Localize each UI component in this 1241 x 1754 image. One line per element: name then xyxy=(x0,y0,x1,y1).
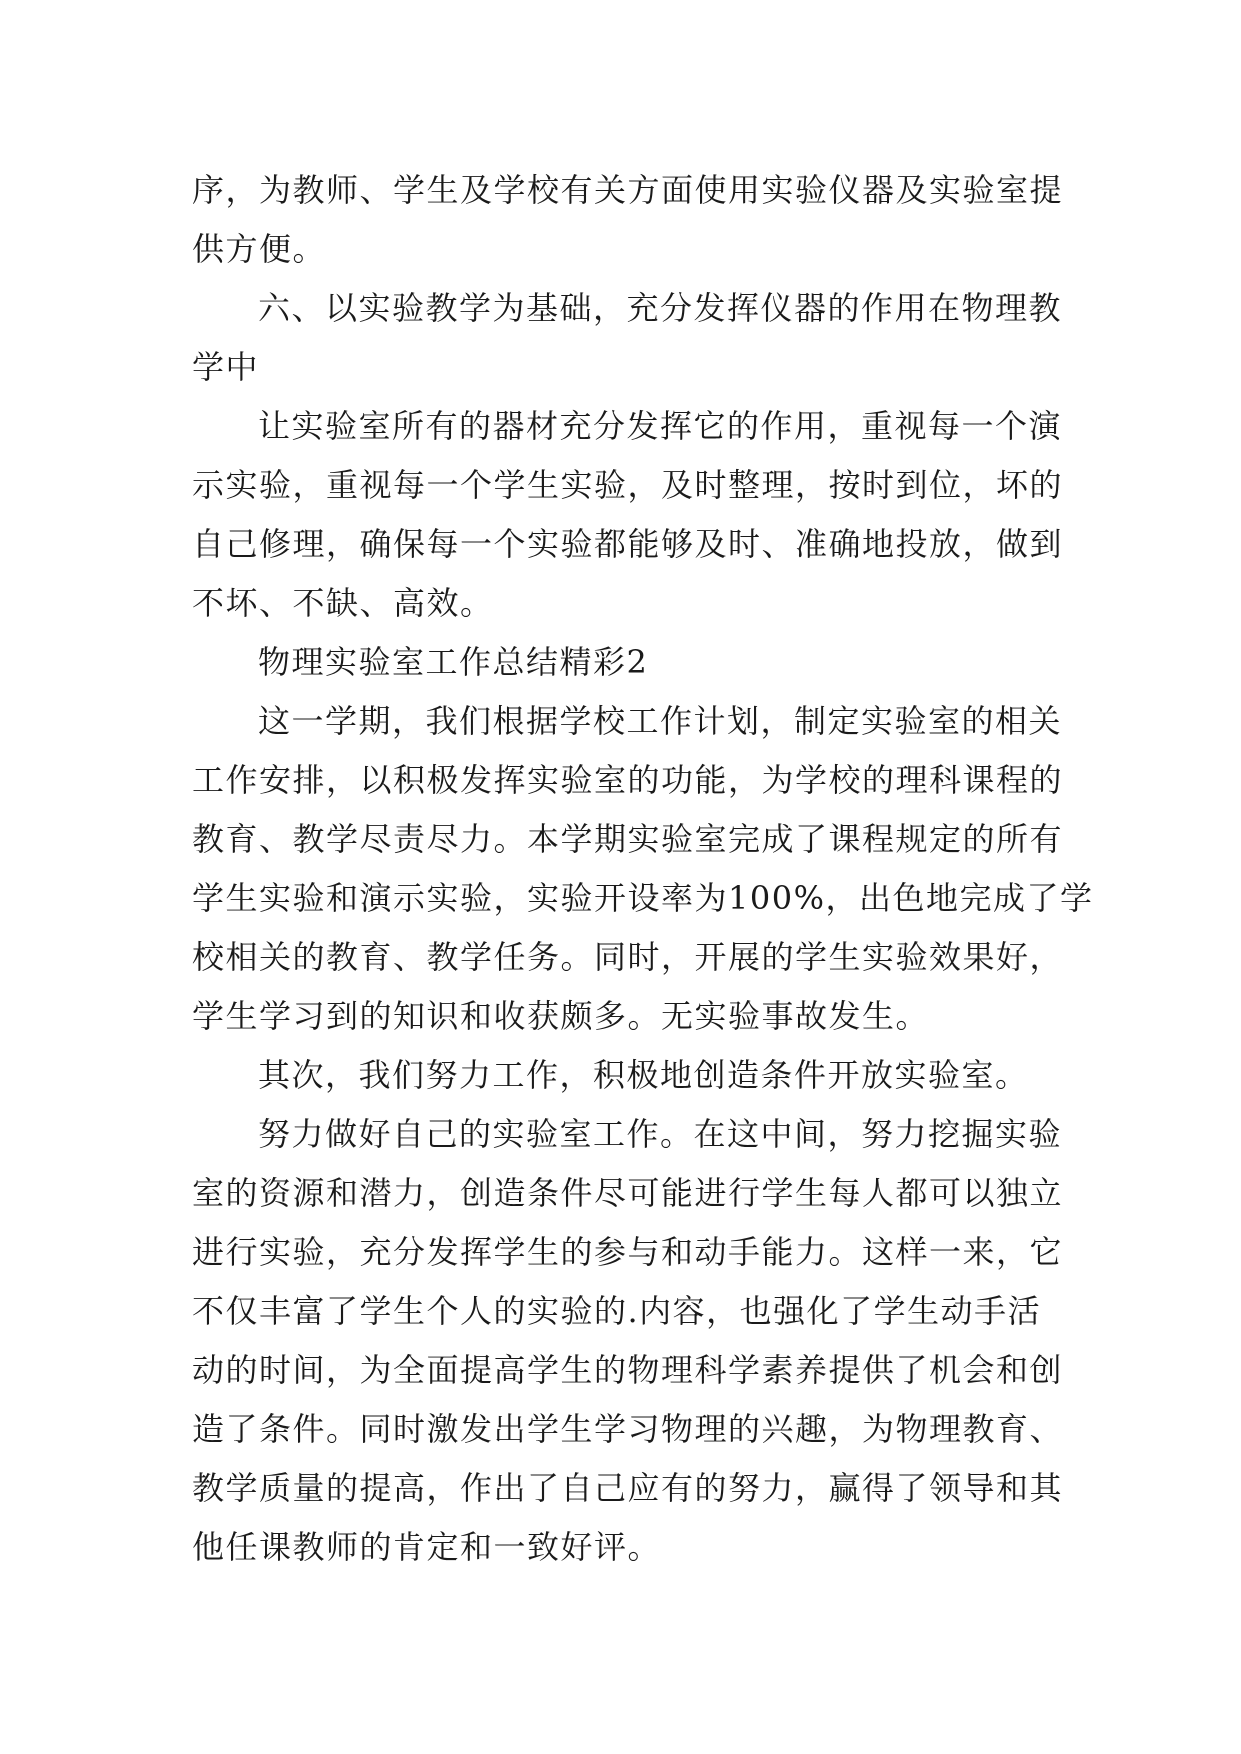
text-line: 学生学习到的知识和收获颇多。无实验事故发生。 xyxy=(192,997,930,1035)
text-line: 自己修理，确保每一个实验都能够及时、准确地投放，做到 xyxy=(192,525,1064,563)
paragraph-2 xyxy=(192,279,1063,397)
text-line: 示实验，重视每一个学生实验，及时整理，按时到位，坏的 xyxy=(192,466,1064,504)
paragraph-3 xyxy=(192,397,1064,633)
paragraph-4-title xyxy=(192,633,1052,692)
document-subtitle: 物理实验室工作总结精彩2 xyxy=(258,643,649,681)
text-line: 室的资源和潜力，创造条件尽可能进行学生每人都可以独立 xyxy=(192,1174,1064,1212)
section-heading-line: 六、以实验教学为基础，充分发挥仪器的作用在物理教 xyxy=(258,289,1063,327)
section-heading-line: 学中 xyxy=(192,348,260,386)
document-body xyxy=(192,161,1094,1577)
text-line: 学生实验和演示实验，实验开设率为100%，出色地完成了学 xyxy=(192,879,1094,917)
text-line: 努力做好自己的实验室工作。在这中间，努力挖掘实验 xyxy=(258,1115,1063,1153)
text-line: 他任课教师的肯定和一致好评。 xyxy=(192,1528,662,1566)
text-line: 这一学期，我们根据学校工作计划，制定实验室的相关 xyxy=(258,702,1063,740)
text-line: 进行实验，充分发挥学生的参与和动手能力。这样一来，它 xyxy=(192,1233,1064,1271)
paragraph-6 xyxy=(192,1046,1052,1105)
text-line: 造了条件。同时激发出学生学习物理的兴趣，为物理教育、 xyxy=(192,1410,1064,1448)
text-line: 其次，我们努力工作，积极地创造条件开放实验室。 xyxy=(258,1056,1029,1094)
text-line: 序，为教师、学生及学校有关方面使用实验仪器及实验室提 xyxy=(192,171,1064,209)
text-line: 让实验室所有的器材充分发挥它的作用，重视每一个演 xyxy=(258,407,1063,445)
text-line: 供方便。 xyxy=(192,230,327,268)
paragraph-7 xyxy=(192,1105,1064,1577)
text-line: 工作安排，以积极发挥实验室的功能，为学校的理科课程的 xyxy=(192,761,1064,799)
paragraph-1 xyxy=(192,161,1064,279)
paragraph-5 xyxy=(192,692,1094,1046)
text-line: 不坏、不缺、高效。 xyxy=(192,584,494,622)
text-line: 不仅丰富了学生个人的实验的.内容，也强化了学生动手活 xyxy=(192,1292,1042,1330)
text-line: 校相关的教育、教学任务。同时，开展的学生实验效果好， xyxy=(192,938,1064,976)
text-line: 动的时间，为全面提高学生的物理科学素养提供了机会和创 xyxy=(192,1351,1064,1389)
text-line: 教育、教学尽责尽力。本学期实验室完成了课程规定的所有 xyxy=(192,820,1064,858)
text-line: 教学质量的提高，作出了自己应有的努力，赢得了领导和其 xyxy=(192,1469,1064,1507)
